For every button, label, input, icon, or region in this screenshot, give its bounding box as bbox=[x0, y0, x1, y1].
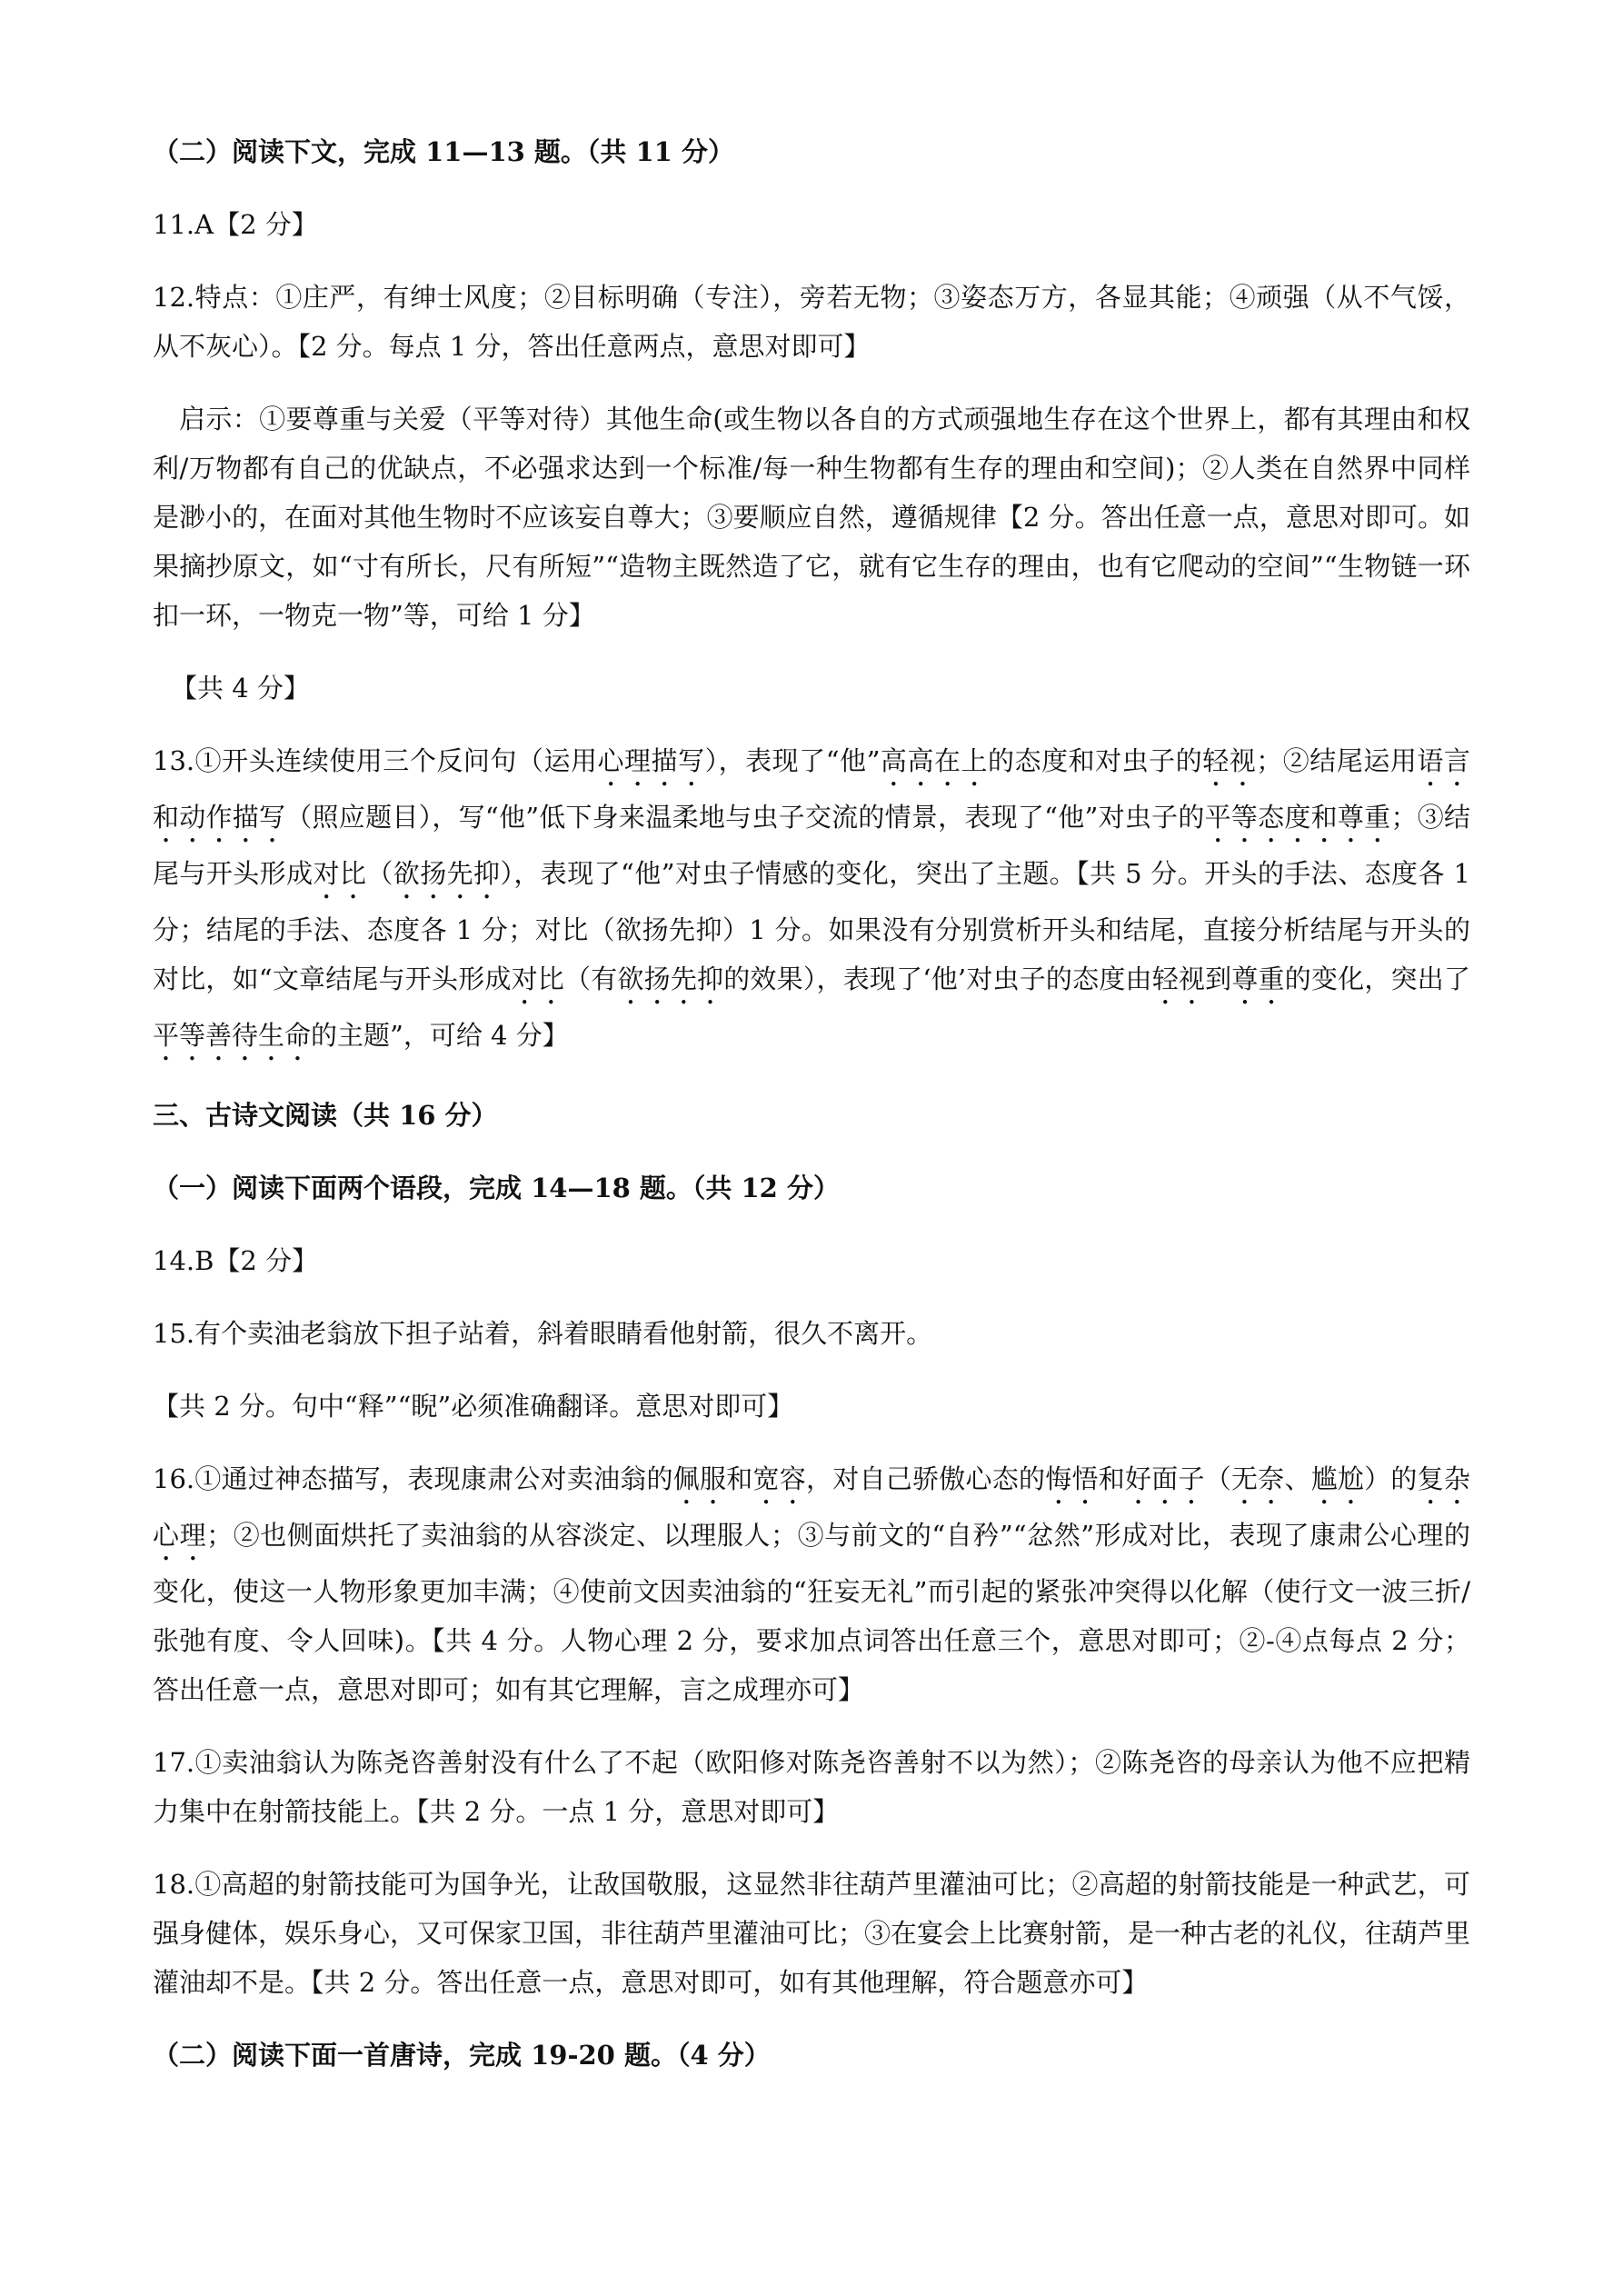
answer-12-traits: 12.特点：①庄严，有绅士风度；②目标明确（专注），旁若无物；③姿态万方，各显其能；④顽强（从不气馁，从不灰心）。【2 分。每点 1 分，答出任意两点，意思对即可】 bbox=[153, 282, 1470, 362]
emphasis-term: 尊重 bbox=[1231, 963, 1285, 994]
emphasis-term: 好面子 bbox=[1124, 1463, 1205, 1494]
section-3-1-heading: （一）阅读下面两个语段，完成 14—18 题。（共 12 分） bbox=[153, 1173, 840, 1203]
text-run: ），表现了“他” bbox=[704, 745, 881, 776]
section-2-heading: （二）阅读下文，完成 11—13 题。（共 11 分） bbox=[153, 136, 734, 167]
emphasis-term: 无奈 bbox=[1230, 1463, 1285, 1494]
text-run: ；③结尾与开头形成 bbox=[153, 802, 1470, 889]
text-run: 、 bbox=[1284, 1463, 1311, 1494]
text-run: ；②结尾运用 bbox=[1256, 745, 1418, 776]
text-run: ，对自己骄傲心态的 bbox=[806, 1463, 1046, 1494]
text-run: ）的 bbox=[1364, 1463, 1418, 1494]
text-run: 16.①通过神态描写，表现康肃公对卖油翁的 bbox=[153, 1463, 673, 1494]
text-run: ），表现了“他”对虫子情感的变化，突出了主题。【共 5 分。开头的手法、态度各 1 分；结尾的手法、态度各 1 分；对比（欲扬先抑）1 分。如果没有分别赏析开头和结尾，直接分析结尾与开头的对比，如“文章结尾与开头形成 bbox=[153, 858, 1470, 994]
section-3-heading: 三、古诗文阅读（共 16 分） bbox=[153, 1100, 498, 1131]
emphasis-term: 复杂心理 bbox=[153, 1463, 1470, 1551]
answer-key-page bbox=[153, 127, 1470, 2080]
text-run: 和 bbox=[1098, 1463, 1125, 1494]
text-run: 的变化，突出了 bbox=[1284, 963, 1470, 994]
emphasis-term: 对比 bbox=[511, 963, 565, 994]
emphasis-term: 轻视 bbox=[1151, 963, 1206, 994]
emphasis-term: 高高在上 bbox=[880, 745, 989, 776]
emphasis-term: 宽容 bbox=[752, 1463, 806, 1494]
answer-15-note: 【共 2 分。句中“释”“睨”必须准确翻译。意思对即可】 bbox=[153, 1391, 794, 1422]
emphasis-term: 心理描写 bbox=[597, 745, 705, 776]
text-run: 13.①开头连续使用三个反问句（运用 bbox=[153, 745, 598, 776]
section-3-2-heading: （二）阅读下面一首唐诗，完成 19-20 题。（4 分） bbox=[153, 2040, 771, 2071]
answer-18: 18.①高超的射箭技能可为国争光，让敌国敬服，这显然非往葫芦里灌油可比；②高超的射箭技能是一种武艺，可强身健体，娱乐身心，又可保家卫国，非往葫芦里灌油可比；③在宴会上比赛射箭，是一种古老的礼仪，往葫芦里灌油却不是。【共 2 分。答出任意一点，意思对即可，如有其他理解，符合题意亦可】 bbox=[153, 1869, 1471, 1998]
emphasis-term: 尴尬 bbox=[1310, 1463, 1365, 1494]
text-run: （有 bbox=[564, 963, 618, 994]
text-run: ；②也侧面烘托了卖油翁的从容淡定、以理服人；③与前文的“自矜”“忿然”形成对比，表现了康肃公心理的变化，使这一人物形象更加丰满；④使前文因卖油翁的“狂妄无礼”而引起的紧张冲突得以化解（使行文一波三折/张弛有度、令人回味)。【共 4 分。人物心理 2 分，要求加点词答出任意三个，意思对即可；②-④点每点 2 分；答出任意一点，意思对即可；如有其它理解，言之成理亦可】 bbox=[153, 1520, 1470, 1705]
text-run: 到 bbox=[1205, 963, 1232, 994]
answer-12-total: 【共 4 分】 bbox=[171, 673, 310, 704]
answer-16 bbox=[153, 1454, 1470, 1714]
emphasis-term: 平等态度和尊重 bbox=[1204, 802, 1391, 833]
text-run: （照应题目），写“他”低下身来温柔地与虫子交流的情景，表现了“他”对虫子的 bbox=[285, 802, 1205, 833]
answer-17: 17.①卖油翁认为陈尧咨善射没有什么了不起（欧阳修对陈尧咨善射不以为然）；②陈尧咨的母亲认为他不应把精力集中在射箭技能上。【共 2 分。一点 1 分，意思对即可】 bbox=[153, 1747, 1470, 1827]
text-run: （ bbox=[1204, 1463, 1231, 1494]
answer-11: 11.A【2 分】 bbox=[153, 209, 318, 240]
emphasis-term: 欲扬先抑 bbox=[393, 858, 501, 889]
emphasis-term: 佩服 bbox=[672, 1463, 727, 1494]
emphasis-term: 对比 bbox=[313, 858, 367, 889]
answer-14: 14.B【2 分】 bbox=[153, 1245, 319, 1276]
emphasis-term: 语言和动作描写 bbox=[153, 745, 1470, 833]
text-run: （ bbox=[366, 858, 393, 889]
text-run: 的效果），表现了‘他’对虫子的态度由 bbox=[723, 963, 1152, 994]
text-run: 的主题”，可给 4 分】 bbox=[311, 1020, 569, 1051]
emphasis-term: 平等善待生命 bbox=[153, 1020, 312, 1051]
text-run: 的态度和对虫子的 bbox=[988, 745, 1203, 776]
emphasis-term: 轻视 bbox=[1202, 745, 1257, 776]
text-run: 和 bbox=[726, 1463, 753, 1494]
emphasis-term: 欲扬先抑 bbox=[617, 963, 724, 994]
answer-12-insight: 启示：①要尊重与关爱（平等对待）其他生命(或生物以各自的方式顽强地生存在这个世界上，都有其理由和权利/万物都有自己的优缺点，不必强求达到一个标准/每一种生物都有生存的理由和空间)；②人类在自然界中同样是渺小的，在面对其他生物时不应该妄自尊大；③要顺应自然，遵循规律【2 分。答出任意一点，意思对即可。如果摘抄原文，如“寸有所长，尺有所短”“造物主既然造了它，就有它生存的理由，也有它爬动的空间”“生物链一环扣一环，一物克一物”等，可给 1 分】 bbox=[153, 404, 1470, 631]
answer-15: 15.有个卖油老翁放下担子站着，斜着眼睛看他射箭，很久不离开。 bbox=[153, 1318, 933, 1349]
emphasis-term: 悔悟 bbox=[1045, 1463, 1099, 1494]
answer-13 bbox=[153, 736, 1470, 1067]
